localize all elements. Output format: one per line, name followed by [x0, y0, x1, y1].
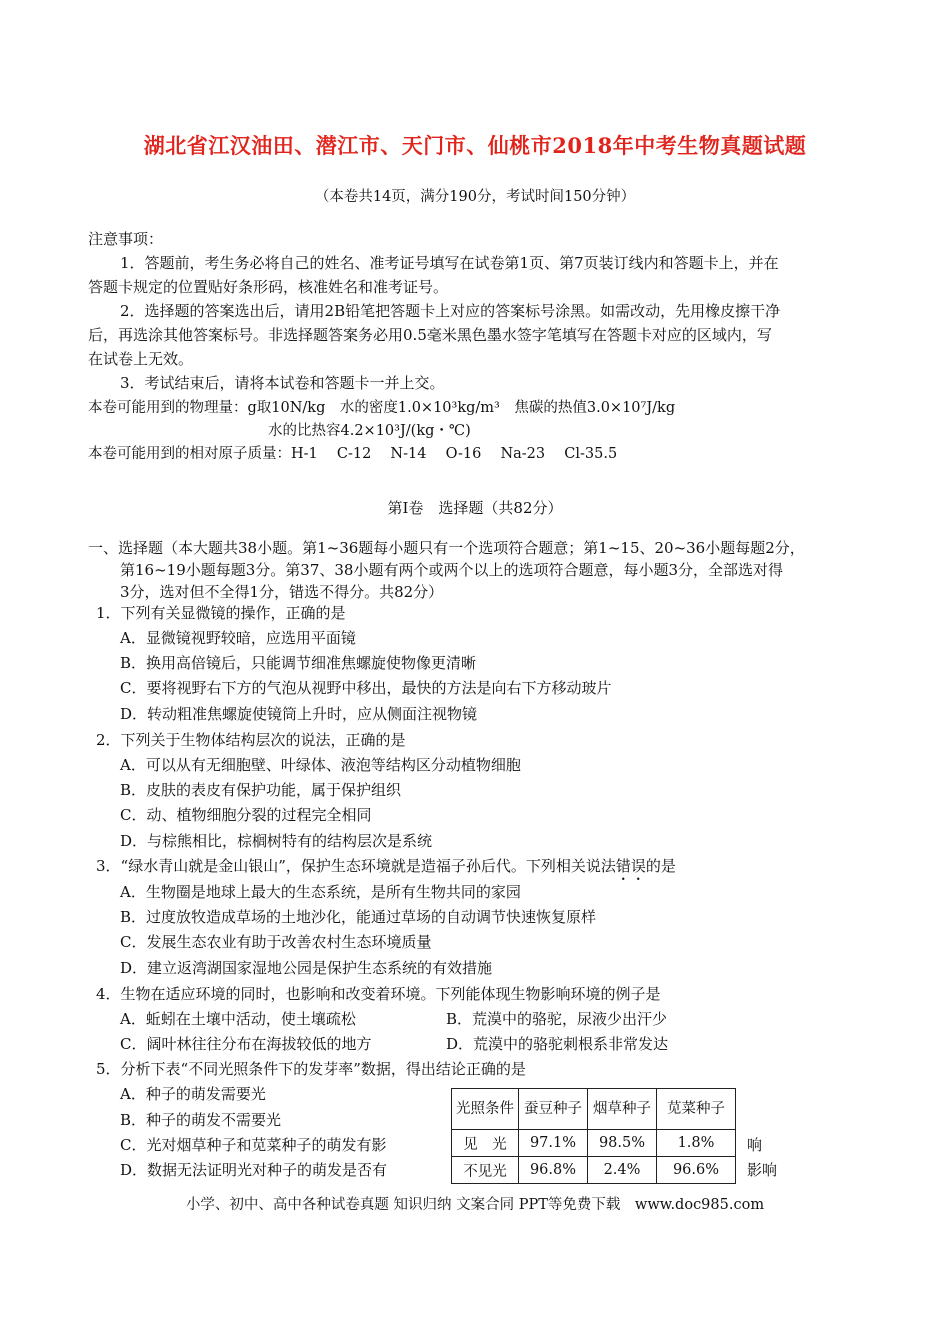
atomic-masses: 本卷可能用到的相对原子质量：H-1 C-12 N-14 O-16 Na-23 Cl-35.5	[88, 446, 618, 462]
option-continuation: 响	[747, 1136, 763, 1154]
option-continuation: 影响	[747, 1161, 778, 1179]
physics-constants: 本卷可能用到的物理量：g取10N/kg 水的密度1.0×10³kg/m³ 焦碳的热值3.0×10⁷J/kg	[88, 400, 676, 416]
section-intro: 第16~19小题每题3分。第37、38小题有两个或两个以上的选项符合题意，每小题3分，全部选对得	[120, 561, 784, 579]
section-intro: 3分，选对但不全得1分，错选不得分。共82分）	[120, 583, 444, 601]
table-cell: 1.8%	[657, 1130, 736, 1157]
question-stem: 1．下列有关显微镜的操作，正确的是	[96, 604, 346, 622]
table-header-cell: 苋菜种子	[657, 1089, 736, 1130]
note-line: 1．答题前，考生务必将自己的姓名、准考证号填写在试卷第1页、第7页装订线内和答题卡上，并在	[120, 254, 779, 272]
question-stem: 2．下列关于生物体结构层次的说法，正确的是	[96, 731, 406, 749]
option: A．生物圈是地球上最大的生态系统，是所有生物共同的家园	[120, 883, 521, 901]
section-intro: 一、选择题（本大题共38小题。第1~36题每小题只有一个选项符合题意；第1~15、20~36小题每题2分，	[88, 539, 805, 557]
option: C．动、植物细胞分裂的过程完全相同	[120, 806, 372, 824]
table-cell: 98.5%	[588, 1130, 657, 1157]
note-line: 2．选择题的答案选出后，请用2B铅笔把答题卡上对应的答案标号涂黑。如需改动，先用橡皮擦干净	[120, 302, 781, 320]
germination-table	[451, 1088, 736, 1184]
stem-text: 3．“绿水青山就是金山银山”，保护生态环境就是造福子孙后代。下列相关说法	[96, 857, 616, 875]
emphasis-text: 错误	[615, 857, 646, 875]
table-cell: 见 光	[452, 1130, 519, 1157]
option: A．可以从有无细胞壁、叶绿体、液泡等结构区分动植物细胞	[120, 756, 521, 774]
option: C．阔叶林往往分布在海拔较低的地方	[120, 1035, 372, 1053]
table-row	[452, 1130, 736, 1157]
note-line: 在试卷上无效。	[88, 350, 194, 368]
option: C．要将视野右下方的气泡从视野中移出，最快的方法是向右下方移动玻片	[120, 679, 612, 697]
page-title: 湖北省江汉油田、潜江市、天门市、仙桃市2018年中考生物真题试题	[143, 133, 807, 158]
table-header-cell: 光照条件	[452, 1089, 519, 1130]
option: B．换用高倍镜后，只能调节细准焦螺旋使物像更清晰	[120, 654, 477, 672]
table-header-cell: 烟草种子	[588, 1089, 657, 1130]
footer-banner: 小学、初中、高中各种试卷真题 知识归纳 文案合同 PPT等免费下载 www.doc985.com	[185, 1197, 765, 1213]
option: B．荒漠中的骆驼，尿液少出汗少	[446, 1010, 668, 1028]
table-row	[452, 1157, 736, 1184]
stem-text: 的是	[645, 857, 676, 875]
option: C．发展生态农业有助于改善农村生态环境质量	[120, 933, 432, 951]
option: B．皮肤的表皮有保护功能，属于保护组织	[120, 781, 402, 799]
table-header-row	[452, 1089, 736, 1130]
table-cell: 2.4%	[588, 1157, 657, 1184]
option: D．荒漠中的骆驼刺根系非常发达	[446, 1035, 669, 1053]
table-cell: 不见光	[452, 1157, 519, 1184]
option: D．与棕熊相比，棕榈树特有的结构层次是系统	[120, 832, 433, 850]
option: A．种子的萌发需要光	[120, 1085, 266, 1103]
notes-heading: 注意事项：	[88, 230, 164, 248]
option: D．建立返湾湖国家湿地公园是保护生态系统的有效措施	[120, 959, 493, 977]
option: D．转动粗准焦螺旋使镜筒上升时，应从侧面注视物镜	[120, 705, 478, 723]
option: B．过度放牧造成草场的土地沙化，能通过草场的自动调节快速恢复原样	[120, 908, 597, 926]
table-cell: 96.8%	[519, 1157, 588, 1184]
question-stem: 4．生物在适应环境的同时，也影响和改变着环境。下列能体现生物影响环境的例子是	[96, 985, 661, 1003]
option: C．光对烟草种子和苋菜种子的萌发有影	[120, 1136, 387, 1154]
physics-constants-2: 水的比热容4.2×10³J/(kg・℃)	[268, 423, 471, 439]
option: A．蚯蚓在土壤中活动，使土壤疏松	[120, 1010, 356, 1028]
exam-info: （本卷共14页，满分190分，考试时间150分钟）	[314, 189, 636, 205]
note-line: 答题卡规定的位置贴好条形码，核准姓名和准考证号。	[88, 278, 449, 296]
option: B．种子的萌发不需要光	[120, 1111, 282, 1129]
note-line: 后，再选涂其他答案标号。非选择题答案务必用0.5毫米黑色墨水签字笔填写在答题卡对应的区域内，写	[88, 326, 772, 344]
table-header-cell: 蚕豆种子	[519, 1089, 588, 1130]
question-stem: 5．分析下表“不同光照条件下的发芽率”数据，得出结论正确的是	[96, 1060, 526, 1078]
table-cell: 96.6%	[657, 1157, 736, 1184]
option: D．数据无法证明光对种子的萌发是否有	[120, 1161, 388, 1179]
table-cell: 97.1%	[519, 1130, 588, 1157]
section-heading: 第Ⅰ卷 选择题（共82分）	[387, 499, 563, 517]
note-line: 3．考试结束后，请将本试卷和答题卡一并上交。	[120, 374, 445, 392]
option: A．显微镜视野较暗，应选用平面镜	[120, 629, 356, 647]
